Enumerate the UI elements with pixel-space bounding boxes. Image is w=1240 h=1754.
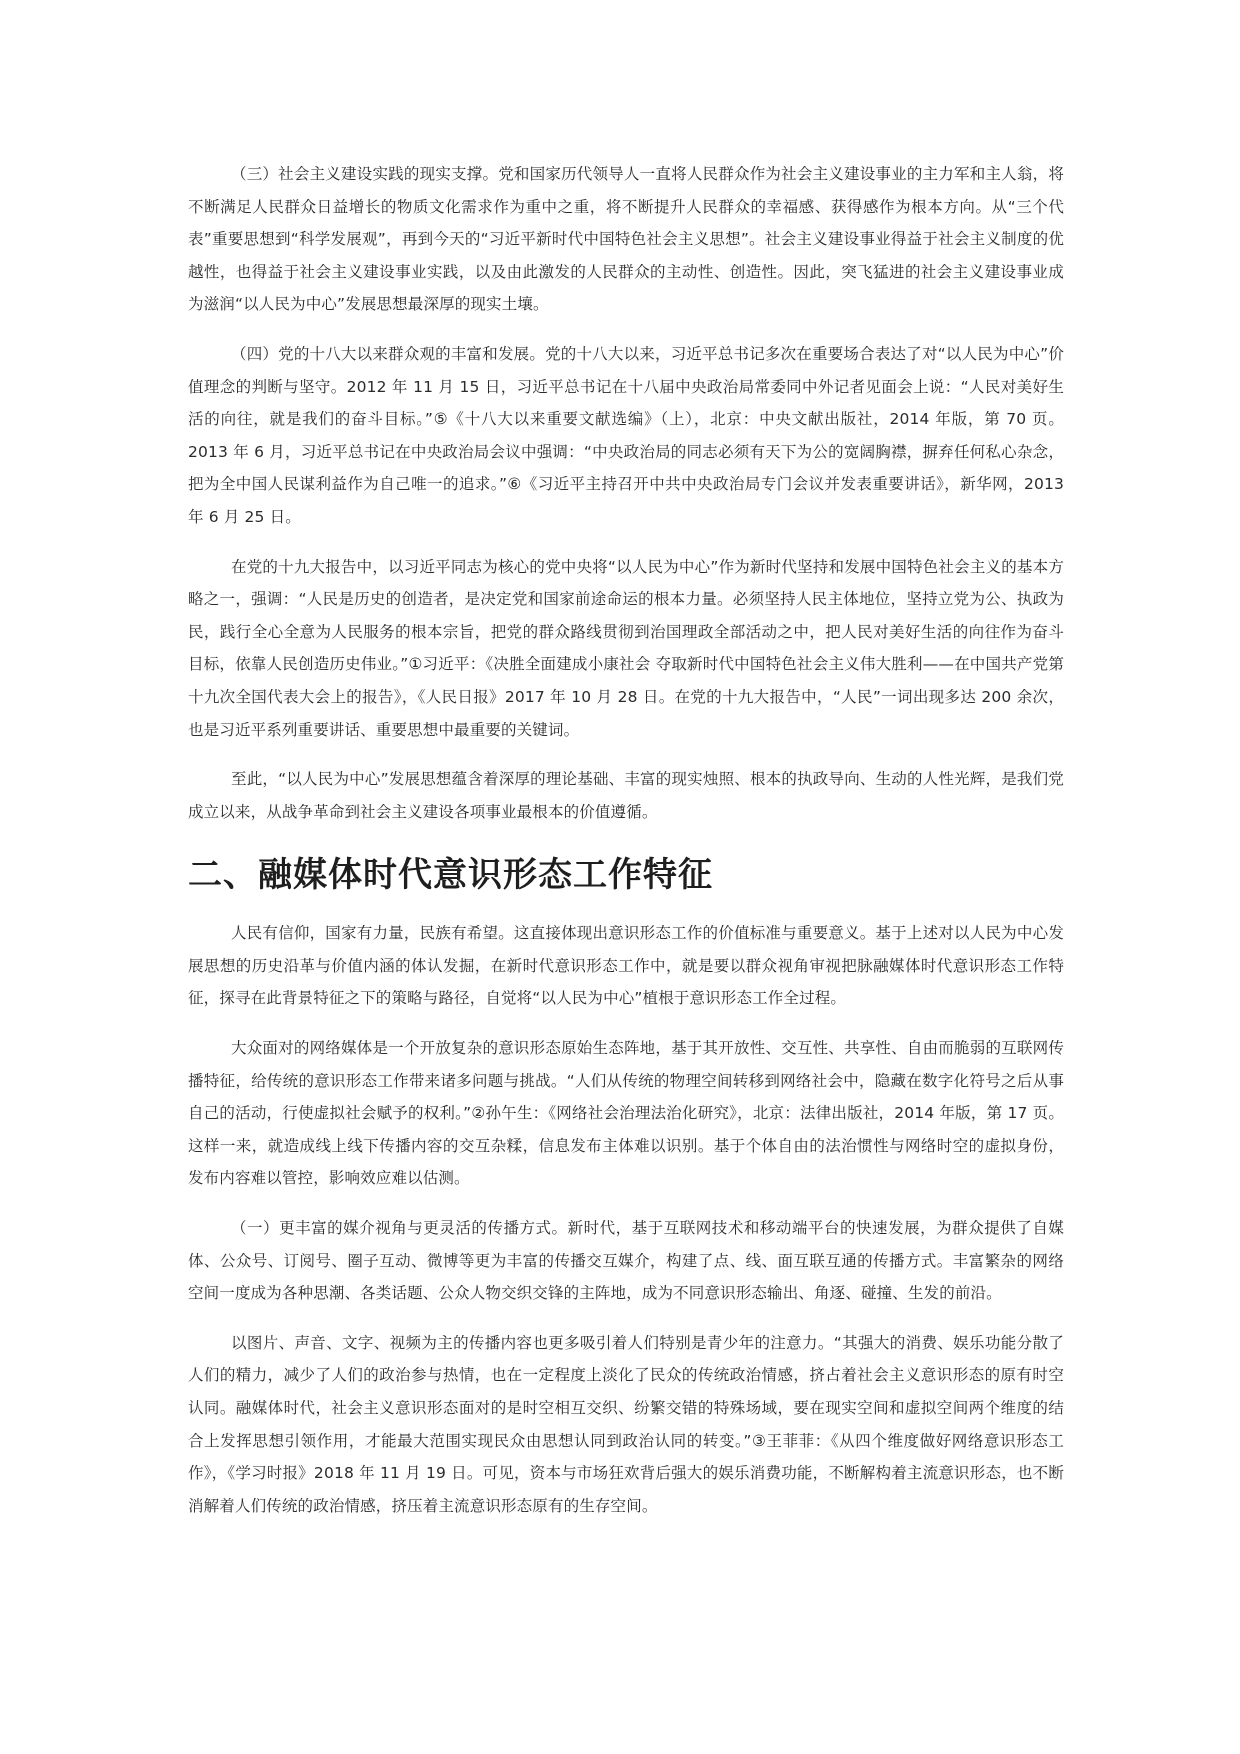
document-page [188, 158, 1064, 1539]
paragraph-nineteenth-congress: 在党的十九大报告中，以习近平同志为核心的党中央将“以人民为中心”作为新时代坚持和发展中国特色社会主义的基本方略之一，强调：“人民是历史的创造者，是决定党和国家前途命运的根本力量。必须坚持人民主体地位，坚持立党为公、执政为民，践行全心全意为人民服务的根本宗旨，把党的群众路线贯彻到治国理政全部活动之中，把人民对美好生活的向往作为奋斗目标，依靠人民创造历史伟业。”①习近平：《决胜全面建成小康社会 夺取新时代中国特色社会主义伟大胜利——在中国共产党第十九次全国代表大会上的报告》，《人民日报》2017 年 10 月 28 日。在党的十九大报告中，“人民”一词出现多达 200 余次，也是习近平系列重要讲话、重要思想中最重要的关键词。 [188, 557, 1064, 739]
paragraph-entertainment: 以图片、声音、文字、视频为主的传播内容也更多吸引着人们特别是青少年的注意力。“其强大的消费、娱乐功能分散了人们的精力，减少了人们的政治参与热情，也在一定程度上淡化了民众的传统政治情感，挤占着社会主义意识形态的原有时空认同。融媒体时代，社会主义意识形态面对的是时空相互交织、纷繁交错的特殊场域，要在现实空间和虚拟空间两个维度的结合上发挥思想引领作用，才能最大范围实现民众由思想认同到政治认同的转变。”③王菲菲：《从四个维度做好网络意识形态工作》，《学习时报》2018 年 11 月 19 日。可见，资本与市场狂欢背后强大的娱乐消费功能，不断解构着主流意识形态，也不断消解着人们传统的政治情感，挤压着主流意识形态原有的生存空间。 [188, 1333, 1064, 1515]
paragraph-faith-nation: 人民有信仰，国家有力量，民族有希望。这直接体现出意识形态工作的价值标准与重要意义。基于上述对以人民为中心发展思想的历史沿革与价值内涵的体认发掘，在新时代意识形态工作中，就是要以群众视角审视把脉融媒体时代意识形态工作特征，探寻在此背景特征之下的策略与路径，自觉将“以人民为中心”植根于意识形态工作全过程。 [188, 924, 1064, 1008]
paragraph-social-construction: （三）社会主义建设实践的现实支撑。党和国家历代领导人一直将人民群众作为社会主义建设事业的主力军和主人翁，将不断满足人民群众日益增长的物质文化需求作为重中之重，将不断提升人民群众的幸福感、获得感作为根本方向。从“三个代表”重要思想到“科学发展观”，再到今天的“习近平新时代中国特色社会主义思想”。社会主义建设事业得益于社会主义制度的优越性，也得益于社会主义建设事业实践，以及由此激发的人民群众的主动性、创造性。因此，突飞猛进的社会主义建设事业成为滋润“以人民为中心”发展思想最深厚的现实土壤。 [188, 165, 1064, 314]
paragraph-eighteenth-congress: （四）党的十八大以来群众观的丰富和发展。党的十八大以来，习近平总书记多次在重要场合表达了对“以人民为中心”价值理念的判断与坚守。2012 年 11 月 15 日，习近平总书记在十八届中央政治局常委同中外记者见面会上说：“人民对美好生活的向往，就是我们的奋斗目标。”⑤《十八大以来重要文献选编》（上），北京：中央文献出版社，2014 年版，第 70 页。2013 年 6 月，习近平总书记在中央政治局会议中强调：“中央政治局的同志必须有天下为公的宽阔胸襟，摒弃任何私心杂念，把为全中国人民谋利益作为自己唯一的追求。”⑥《习近平主持召开中共中央政治局专门会议并发表重要讲话》，新华网，2013 年 6 月 25 日。 [188, 344, 1064, 526]
paragraph-media-perspective: （一）更丰富的媒介视角与更灵活的传播方式。新时代，基于互联网技术和移动端平台的快速发展，为群众提供了自媒体、公众号、订阅号、圈子互动、微博等更为丰富的传播交互媒介，构建了点、线、面互联互通的传播方式。丰富繁杂的网络空间一度成为各种思潮、各类话题、公众人物交织交锋的主阵地，成为不同意识形态输出、角逐、碰撞、生发的前沿。 [188, 1219, 1064, 1303]
section-heading: 二、融媒体时代意识形态工作特征 [188, 855, 713, 896]
paragraph-conclusion: 至此，“以人民为中心”发展思想蕴含着深厚的理论基础、丰富的现实烛照、根本的执政导向、生动的人性光辉，是我们党成立以来，从战争革命到社会主义建设各项事业最根本的价值遵循。 [188, 770, 1064, 821]
paragraph-network-media: 大众面对的网络媒体是一个开放复杂的意识形态原始生态阵地，基于其开放性、交互性、共享性、自由而脆弱的互联网传播特征，给传统的意识形态工作带来诸多问题与挑战。“人们从传统的物理空间转移到网络社会中，隐藏在数字化符号之后从事自己的活动，行使虚拟社会赋予的权利。”②孙午生：《网络社会治理法治化研究》，北京：法律出版社，2014 年版，第 17 页。这样一来，就造成线上线下传播内容的交互杂糅，信息发布主体难以识别。基于个体自由的法治惯性与网络时空的虚拟身份，发布内容难以管控，影响效应难以估测。 [188, 1039, 1064, 1188]
